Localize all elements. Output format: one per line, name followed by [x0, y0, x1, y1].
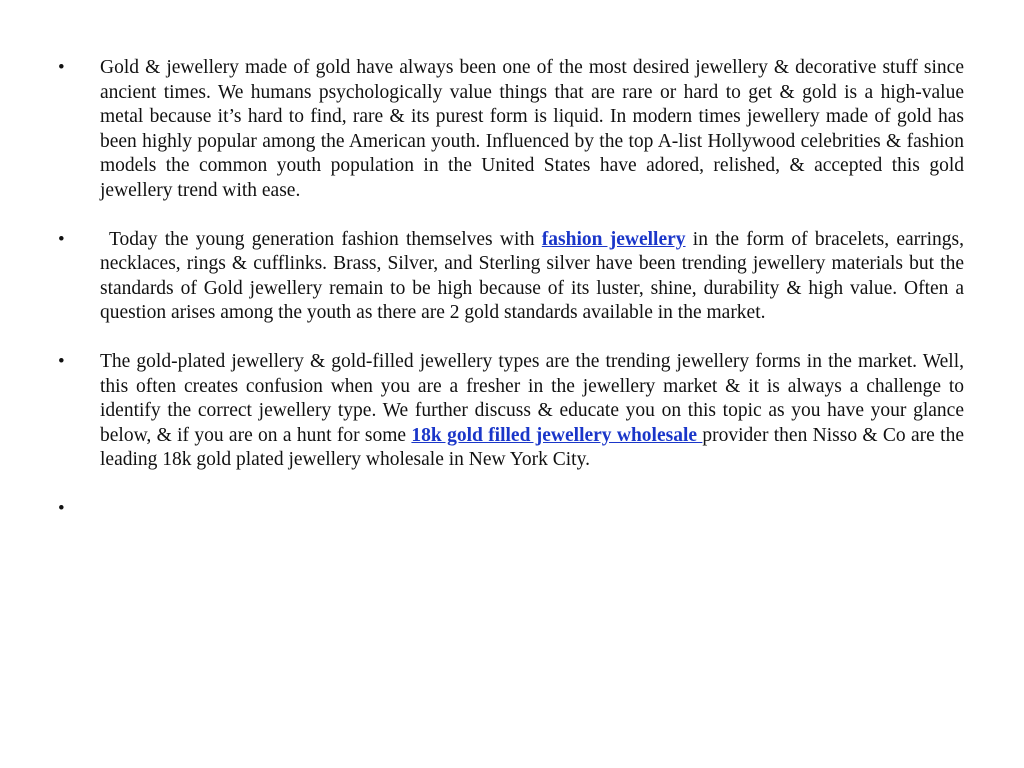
bullet-paragraph-gold-history: [58, 56, 964, 204]
bullet-icon: •: [58, 350, 65, 372]
paragraph-text-before-link: The gold-plated jewellery & gold-filled jewellery types are the trending jewellery forms in the market. Well, this often creates confusion when you are a fresher in the jewellery market & it is always a challenge to identify the correct jewellery type. We further discuss & educate you on this topic as you have your glance below, & if you are on a hunt for some: [100, 350, 964, 446]
paragraph-text-after-link: in the form of bracelets, earrings, necklaces, rings & cufflinks. Brass, Silver, and Sterling silver have been trending jewellery materials but the standards of Gold jewellery remain to be high because of its luster, shine, durability & high value. Often a question arises among the youth as there are 2 gold standards available in the market.: [100, 228, 965, 324]
paragraph-text: Gold & jewellery made of gold have always been one of the most desired jewellery & decorative stuff since ancient times. We humans psychologically value things that are rare or hard to get & gold is a high-value metal because it’s hard to find, rare & its purest form is liquid. In modern times jewellery made of gold has been highly popular among the American youth. Influenced by the top A-list Hollywood celebrities & fashion models the common youth population in the United States have adored, relished, & accepted this gold jewellery trend with ease.: [100, 57, 964, 201]
gold-filled-wholesale-link[interactable]: 18k gold filled jewellery wholesale: [411, 424, 703, 446]
bullet-paragraph-young-generation: [58, 228, 964, 326]
paragraph-text-before-link: Today the young generation fashion themselves with: [109, 228, 542, 250]
bullet-list: [58, 56, 964, 545]
bullet-icon: •: [58, 228, 65, 250]
bullet-paragraph-gold-types: [58, 350, 964, 473]
bullet-icon: •: [58, 497, 65, 519]
bullet-empty-item: [58, 497, 964, 521]
bullet-icon: •: [58, 57, 65, 78]
fashion-jewellery-link[interactable]: fashion jewellery: [541, 228, 686, 250]
paragraph-text-after-link: provider then Nisso & Co are the leading 18k gold plated jewellery wholesale in New York City.: [100, 424, 964, 471]
